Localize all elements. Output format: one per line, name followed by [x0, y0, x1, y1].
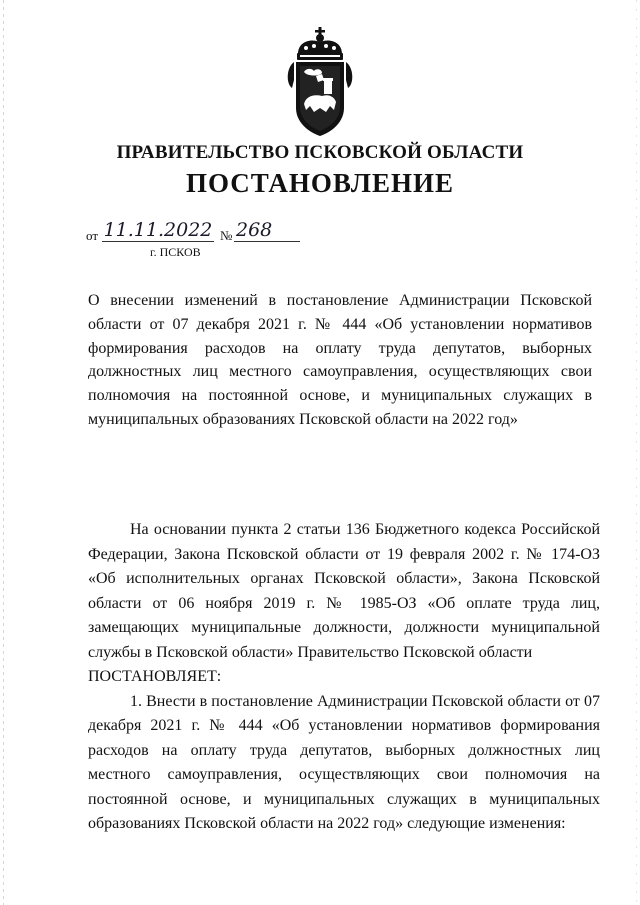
decree-date: 11.11.2022 — [103, 219, 213, 241]
decree-number: 268 — [234, 221, 300, 242]
preamble-paragraph: На основании пункта 2 статьи 136 Бюджетного кодекса Российской Федерации, Закона Псковской области от 19 февраля 2002 г. № 174-ОЗ «Об исполнительных органах Псковской области», Закона Псковской области от 06 ноября 2019 г. № 1985-ОЗ «Об оплате труда лиц, замещающих муниципальные должности, должности муниципальной службы в Псковской области» Правительство Псковской области — [88, 521, 600, 661]
document-type-title: ПОСТАНОВЛЕНИЕ — [185, 168, 455, 198]
city-label: г. ПСКОВ — [150, 245, 201, 259]
decree-subject: О внесении изменений в постановление Администрации Псковской области от 07 декабря 2021 г. № 444 «Об установлении нормативов формирования расходов на оплату труда депутатов, выборных должностных лиц местного самоуправления, осуществляющих свои полномочия на постоянной основе, и муниципальных служащих в муниципальных образованиях Псковской области на 2022 год» — [88, 292, 592, 428]
scan-edge-left — [3, 0, 4, 905]
decree-body — [88, 518, 600, 837]
scan-edge-right — [636, 0, 637, 905]
date-prefix: от — [86, 228, 99, 243]
number-prefix: № — [220, 228, 233, 243]
resolves-heading: ПОСТАНОВЛЯЕТ: — [88, 668, 222, 685]
government-title: ПРАВИТЕЛЬСТВО ПСКОВСКОЙ ОБЛАСТИ — [116, 142, 524, 163]
pskov-coat-of-arms-icon — [280, 24, 360, 140]
item-1-paragraph: 1. Внести в постановление Администрации Псковской области от 07 декабря 2021 г. № 444 «Об установлении нормативов формирования расходов на оплату труда депутатов, выборных должностных лиц местного самоуправления, осуществляющих свои полномочия на постоянной основе, и муниципальных служащих в муниципальных образованиях Псковской области на 2022 год» следующие изменения: — [88, 692, 600, 832]
